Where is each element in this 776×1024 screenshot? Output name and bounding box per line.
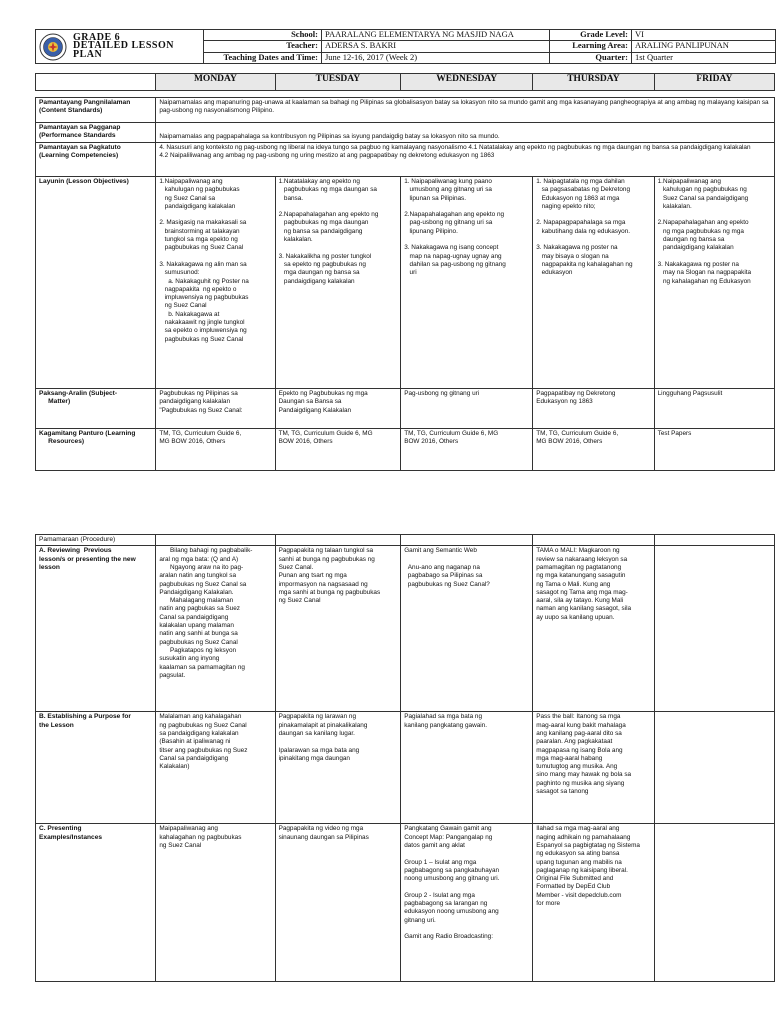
competencies-label: Pamantayan sa Pagkatuto (Learning Competencies) [36, 143, 156, 177]
presenting-tuesday: Pagpapakita ng video ng mga sinaunang daungan sa Pilipinas [275, 824, 401, 982]
subject-matter-monday: Pagbubukas ng Pilipinas sa pandaigdigang kalakalan "Pagbubukas ng Suez Canal: [156, 389, 275, 429]
quarter-value: 1st Quarter [632, 52, 776, 63]
objectives-thursday: 1. Naipagtatala ng mga dahilan sa pagsasabatas ng Dekretong Edukasyon ng 1863 at mga naging epekto nito; 2. Napapagpapahalaga sa mga kabutihang dala ng edukasyon. 3. Nakakagawa ng poster na may bisaya o slogan na nagpapakita ng kahalagahan ng edukasyon [533, 177, 654, 389]
purpose-wednesday: Pagialahad sa mga bata ng kanilang pangkatang gawain. [401, 712, 533, 824]
reviewing-wednesday: Gamit ang Semantic Web Anu-ano ang naganap na pagbabago sa Pilipinas sa pagbubukas ng Suez Canal? [401, 546, 533, 712]
presenting-label: C. Presenting Examples/Instances [36, 824, 156, 982]
purpose-monday: Malalaman ang kahalagahan ng pagbubukas ng Suez Canal sa pandaigdigang kalakalan (Basahin at ipaliwanag ni titser ang pagbubukas ng Suez Canal sa pandaigdigang Kalakalan) [156, 712, 275, 824]
resources-thursday: TM, TG, Curriculum Guide 6, MG BOW 2016, Others [533, 429, 654, 471]
dates-label: Teaching Dates and Time: [204, 52, 322, 63]
procedure-thursday [533, 535, 654, 546]
presenting-wednesday: Pangkatang Gawain gamit ang Concept Map: Pangangalap ng datos gamit ang aklat Group 1 – Isulat ang mga pagbabagong sa pangkabuhayan noong umusbong ang gitnang uri. Group 2 - Isulat ang mga pagbabagong sa larangan ng edukasyon noong umusbong ang gitnang uri. Gamit ang Radio Broadcasting: [401, 824, 533, 982]
school-label: School: [204, 30, 322, 41]
resources-monday: TM, TG, Curriculum Guide 6, MG BOW 2016, Others [156, 429, 275, 471]
deped-seal-icon [39, 33, 67, 61]
resources-tuesday: TM, TG, Curriculum Guide 6, MG BOW 2016, Others [275, 429, 401, 471]
reviewing-tuesday: Pagpapakita ng talaan tungkol sa sanhi at bunga ng pagbubukas ng Suez Canal. Punan ang tsart ng mga impormasyon na nagsasaad ng mga sanhi at bunga ng pagbubukas ng Suez Canal [275, 546, 401, 712]
objectives-friday: 1.Naipapaliwanag ang kahulugan ng pagbubukas ng Suez Canal sa pandaigdigang kalakalan. 2.Napapahalagahan ang epekto ng mga pagbubukas ng mga daungan ng bansa sa pandaigdigang kalakalan 3. Nakakagawa ng poster na may na Slogan na nagpapakita ng kahalagahan ng Edukasyon [654, 177, 774, 389]
grade-label: Grade Level: [550, 30, 632, 41]
procedure-monday [156, 535, 275, 546]
grade-value: VI [632, 30, 776, 41]
days-header-table [35, 73, 775, 91]
reviewing-monday: Bilang bahagi ng pagbabalik- aral ng mga bata: (Q and A) Ngayong araw na ito pag- aralan natin ang tungkol sa pagbubukas ng Suez Canal sa Pandaigdigang Kalakalan. Mahalagang malaman natin ang pagbukas sa Suez Canal sa pandaigdigang kalakalan upang malaman natin ang sanhi at bunga sa pagbubukas ng Suez Canal Pagkatapos ng leksyon susukatin ang inyong kaalaman sa pamamagitan ng pagsulat. [156, 546, 275, 712]
procedure-tuesday [275, 535, 401, 546]
header-table [35, 29, 776, 64]
resources-friday: Test Papers [654, 429, 774, 471]
competencies-text: 4. Nasusuri ang konteksto ng pag-usbong ng liberal na ideya tungo sa pagbuo ng kamalayang nasyonalismo 4.1 Natatalakay ang epekto ng pagbubukas ng mga daungan ng bansa sa pandaigdigang kalakalan 4.2 Naipaliliwanag ang ambag ng pag-usbong ng uring mestizo at ang pagpapatibay ng dekretong edukasyon ng 1863 [156, 143, 775, 177]
procedure-friday [654, 535, 774, 546]
objectives-tuesday: 1.Natatalakay ang epekto ng pagbubukas ng mga daungan sa bansa. 2.Napapahalagahan ang epekto ng pagbubukas ng mga daungan ng bansa sa pandaigdigang kalakalan. 3. Nakakalikha ng poster tungkol sa epekto ng pagbubukas ng mga daungan ng bansa sa pandaigdigang kalakalan [275, 177, 401, 389]
subject-matter-wednesday: Pag-usbong ng gitnang uri [401, 389, 533, 429]
days-corner-cell [36, 74, 156, 91]
plan-title: DETAILED LESSON PLAN [73, 40, 174, 60]
area-value: ARALING PANLIPUNAN [632, 41, 776, 52]
objectives-label: Layunin (Lesson Objectives) [36, 177, 156, 389]
objectives-monday: 1.Naipapaliwanag ang kahulugan ng pagbubukas ng Suez Canal sa pandaigdigang kalakalan 2. Masigasig na makakasali sa brainstorming at talakayan tungkol sa mga epekto ng pagbubukas ng Suez Canal 3. Nakakagawa ng alin man sa sumusunod: a. Nakakaguhit ng Poster na nagpapakita ng epekto o impluwensiya ng pagbubukas ng Suez Canal b. Nakakagawa at nakakaawit ng jingle tungkol sa epekto o impluwensiya ng pagbubukas ng Suez Canal [156, 177, 275, 389]
content-standards-label: Pamantayang Pangnilalaman (Content Standards) [36, 98, 156, 123]
performance-standards-label: Pamantayan sa Pagganap (Performance Standards [36, 123, 156, 143]
grade-title: GRADE 6 [73, 32, 121, 44]
presenting-thursday: Ilahad sa mga mag-aaral ang naging adhikain ng pamahalaang Espanyol sa pagbigtatag ng Sistema ng edukasyon sa ating bansa upang tugunan ang mabilis na paglaganap ng kaisipang liberal. Original File Submitted and Formatted by DepEd Club Member - visit depedclub.com for more [533, 824, 654, 982]
day-tuesday: TUESDAY [275, 74, 401, 91]
lesson-table-bottom [35, 534, 775, 982]
procedure-wednesday [401, 535, 533, 546]
subject-matter-tuesday: Epekto ng Pagbubukas ng mga Daungan sa Bansa sa Pandaigdigang Kalakalan [275, 389, 401, 429]
content-standards-text: Naipamamalas ang mapanuring pag-unawa at kaalaman sa bahagi ng Pilipinas sa globalisasyon batay sa lokasyon nito sa mundo gamit ang mga kasanayang pangheograpiya at ang ambag ng malayang kaisipan sa pag-usbong ng nasyonalismong Pilipino. [156, 98, 775, 123]
reviewing-label: A. Reviewing Previous lesson/s or presenting the new lesson [36, 546, 156, 712]
teacher-label: Teacher: [204, 41, 322, 52]
presenting-monday: Maipapaliwanag ang kahalagahan ng pagbubukas ng Suez Canal [156, 824, 275, 982]
purpose-label: B. Establishing a Purpose for the Lesson [36, 712, 156, 824]
teacher-value: ADERSA S. BAKRI [322, 41, 550, 52]
procedure-label: Pamamaraan (Procedure) [36, 535, 156, 546]
objectives-wednesday: 1. Naipapaliwanag kung paano umusbong ang gitnang uri sa lipunan sa Pilipinas. 2.Napapahalagahan ang epekto ng pag-usbong ng gitnang uri sa lipunang Pilipino. 3. Nakakagawa ng isang concept map na napag-ugnay ugnay ang dahilan sa pag-usbong ng gitnang uri [401, 177, 533, 389]
day-wednesday: WEDNESDAY [401, 74, 533, 91]
day-monday: MONDAY [156, 74, 275, 91]
lesson-table-top [35, 97, 775, 471]
resources-wednesday: TM, TG, Curriculum Guide 6, MG BOW 2016, Others [401, 429, 533, 471]
purpose-thursday: Pass the ball: Itanong sa mga mag-aaral kung bakit mahalaga ang kanilang pag-aaral dito sa paaralan. Ang pagkakataat magpapasa ng isang Bola ang mga mag-aaral habang tumutugtog ang musika. Ang sino mang may hawak ng bola sa paghinto ng musika ang siyang sasagot sa tanong [533, 712, 654, 824]
purpose-tuesday: Pagpapakita ng larawan ng pinakamalapit at pinakalikalang daungan sa kanilang lugar. Ipalarawan sa mga bata ang ipinakitang mga daungan [275, 712, 401, 824]
school-value: PAARALANG ELEMENTARYA NG MASJID NAGA [322, 30, 550, 41]
header-logo-cell [36, 30, 204, 64]
reviewing-friday [654, 546, 774, 712]
presenting-friday [654, 824, 774, 982]
day-friday: FRIDAY [654, 74, 774, 91]
quarter-label: Quarter: [550, 52, 632, 63]
reviewing-thursday: TAMA o MALI: Magkaroon ng review sa nakaraang leksyon sa pamamagitan ng pagtatanong ng mga katanungang sasagutin ng Tama o Mali. Kung ang sasagot ng Tama ang mga mag- aaral, sila ay tatayo. Kung Mali naman ang kanilang sasagot, sila ay uupo sa kanilang upuan. [533, 546, 654, 712]
day-thursday: THURSDAY [533, 74, 654, 91]
resources-label: Kagamitang Panturo (Learning Resources) [36, 429, 156, 471]
subject-matter-label: Paksang-Aralin (Subject- Matter) [36, 389, 156, 429]
purpose-friday [654, 712, 774, 824]
performance-standards-text: Naipamamalas ang pagpapahalaga sa kontribusyon ng Pilipinas sa isyung pandaigdig batay sa lokasyon nito sa mundo. [156, 123, 775, 143]
subject-matter-thursday: Pagpapatibay ng Dekretong Edukasyon ng 1863 [533, 389, 654, 429]
dates-value: June 12-16, 2017 (Week 2) [322, 52, 550, 63]
subject-matter-friday: Lingguhang Pagsusulit [654, 389, 774, 429]
area-label: Learning Area: [550, 41, 632, 52]
